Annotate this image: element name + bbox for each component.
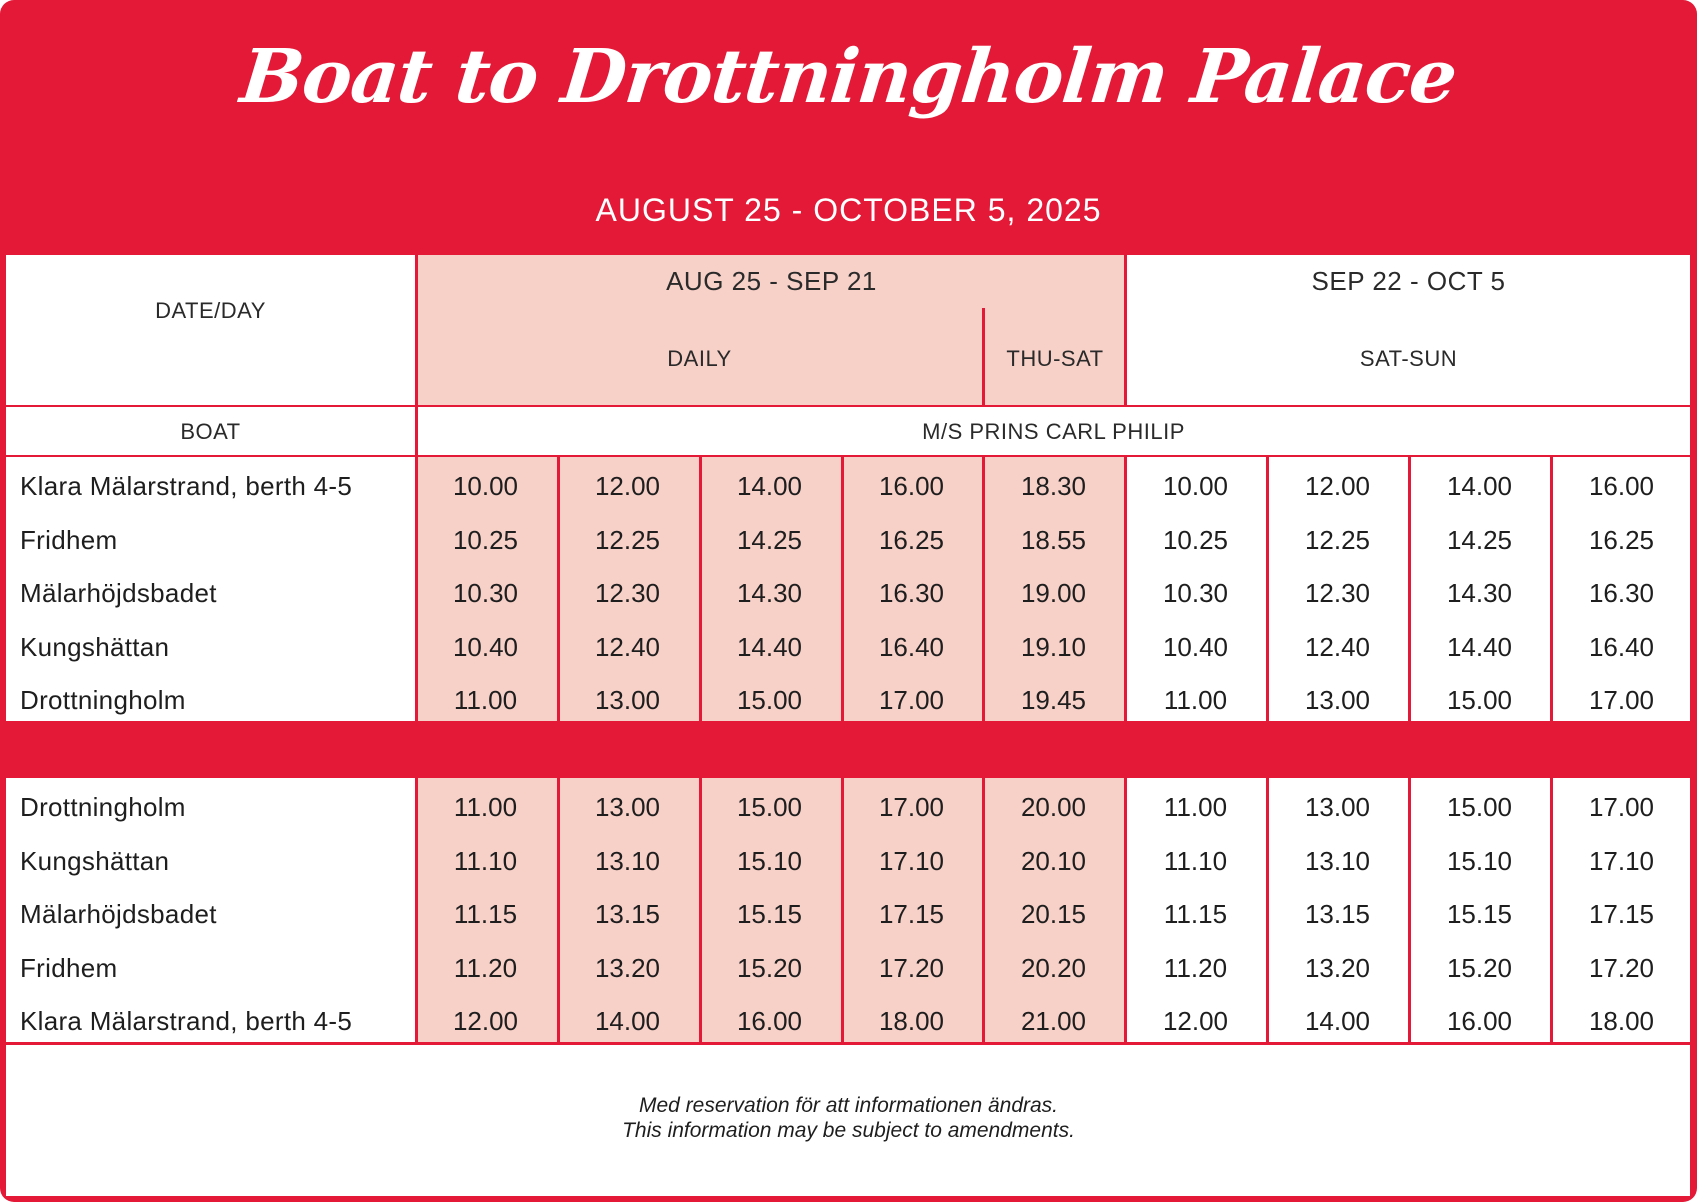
departure-time: 11.20 — [453, 952, 518, 983]
departure-time: 16.30 — [1588, 578, 1655, 608]
departure-time: 10.00 — [1162, 471, 1229, 501]
departure-time: 12.30 — [594, 578, 661, 608]
departure-time: 12.25 — [594, 524, 661, 555]
departure-time: 20.15 — [1020, 899, 1087, 929]
departure-time: 10.30 — [1162, 578, 1229, 608]
departure-time: 14.00 — [1446, 471, 1513, 501]
departure-time: 11.15 — [1163, 899, 1228, 929]
departure-time: 16.30 — [878, 578, 945, 608]
date-day-header: DATE/DAY — [155, 298, 266, 323]
departure-time: 13.20 — [594, 952, 661, 983]
departure-time: 15.10 — [736, 845, 803, 876]
stop-name: Klara Mälarstrand, berth 4-5 — [20, 1006, 353, 1036]
departure-time: 14.40 — [736, 631, 803, 662]
departure-time: 15.00 — [1446, 685, 1513, 715]
departure-time: 14.30 — [1446, 578, 1513, 608]
departure-time: 19.10 — [1020, 631, 1087, 662]
departure-time: 13.00 — [1304, 792, 1371, 822]
departure-time: 12.30 — [1304, 578, 1371, 608]
boat-label: BOAT — [180, 419, 241, 444]
departure-time: 17.00 — [1588, 792, 1655, 822]
departure-time: 16.40 — [878, 631, 945, 662]
departure-time: 13.10 — [594, 845, 661, 876]
departure-time: 17.10 — [1588, 845, 1655, 876]
departure-time: 15.20 — [736, 952, 803, 983]
departure-time: 13.00 — [594, 685, 661, 715]
departure-time: 17.00 — [878, 792, 945, 822]
daily-header: DAILY — [667, 346, 732, 371]
departure-time: 14.40 — [1446, 631, 1513, 662]
departure-time: 18.55 — [1020, 524, 1087, 555]
departure-time: 12.40 — [1304, 631, 1371, 662]
stop-name: Kungshättan — [20, 631, 170, 662]
departure-time: 16.00 — [878, 471, 945, 501]
departure-time: 15.00 — [736, 792, 803, 822]
departure-time: 18.00 — [878, 1006, 945, 1036]
departure-time: 14.00 — [1304, 1006, 1371, 1036]
departure-time: 16.00 — [1588, 471, 1655, 501]
departure-time: 11.00 — [453, 685, 518, 715]
departure-time: 18.30 — [1020, 471, 1087, 501]
departure-time: 13.15 — [1304, 899, 1371, 929]
departure-time: 11.00 — [1163, 792, 1228, 822]
footnote-english: This information may be subject to amendments. — [622, 1119, 1075, 1142]
departure-time: 14.30 — [736, 578, 803, 608]
departure-time: 20.10 — [1020, 845, 1087, 876]
stop-name: Mälarhöjdsbadet — [20, 578, 217, 608]
departure-time: 15.00 — [736, 685, 803, 715]
departure-time: 17.00 — [878, 685, 945, 715]
departure-time: 18.00 — [1588, 1006, 1655, 1036]
stop-name: Klara Mälarstrand, berth 4-5 — [20, 471, 353, 501]
departure-time: 12.00 — [1162, 1006, 1229, 1036]
departure-time: 15.10 — [1446, 845, 1513, 876]
departure-time: 10.00 — [452, 471, 519, 501]
departure-time: 14.00 — [594, 1006, 661, 1036]
departure-time: 14.25 — [1446, 524, 1513, 555]
departure-time: 17.20 — [878, 952, 945, 983]
departure-time: 20.00 — [1020, 792, 1087, 822]
departure-time: 11.20 — [1163, 952, 1228, 983]
departure-time: 13.00 — [594, 792, 661, 822]
departure-time: 17.00 — [1588, 685, 1655, 715]
departure-time: 21.00 — [1020, 1006, 1087, 1036]
departure-time: 15.15 — [736, 899, 803, 929]
departure-time: 12.00 — [452, 1006, 519, 1036]
departure-time: 16.25 — [1588, 524, 1655, 555]
departure-time: 17.15 — [1588, 899, 1655, 929]
departure-time: 13.15 — [594, 899, 661, 929]
departure-time: 10.30 — [452, 578, 519, 608]
departure-time: 11.00 — [1163, 685, 1228, 715]
departure-time: 10.40 — [452, 631, 519, 662]
departure-time: 10.25 — [1162, 524, 1229, 555]
departure-time: 10.40 — [1162, 631, 1229, 662]
departure-time: 17.10 — [878, 845, 945, 876]
departure-time: 11.10 — [453, 845, 518, 876]
stop-name: Drottningholm — [20, 792, 186, 822]
departure-time: 11.10 — [1163, 845, 1228, 876]
departure-time: 15.15 — [1446, 899, 1513, 929]
departure-time: 14.00 — [736, 471, 803, 501]
departure-time: 11.15 — [453, 899, 518, 929]
departure-time: 12.00 — [1304, 471, 1371, 501]
stop-name: Fridhem — [20, 524, 118, 555]
departure-time: 19.00 — [1020, 578, 1087, 608]
departure-time: 13.20 — [1304, 952, 1371, 983]
boat-name: M/S PRINS CARL PHILIP — [922, 419, 1185, 444]
stop-name: Mälarhöjdsbadet — [20, 899, 217, 929]
period1-header: AUG 25 - SEP 21 — [666, 266, 877, 296]
departure-time: 16.00 — [736, 1006, 803, 1036]
departure-time: 13.00 — [1304, 685, 1371, 715]
departure-time: 12.00 — [594, 471, 661, 501]
page-title: Boat to Drottningholm Palace — [236, 34, 1461, 120]
date-range: AUGUST 25 - OCTOBER 5, 2025 — [595, 192, 1102, 228]
departure-time: 17.15 — [878, 899, 945, 929]
footnote-swedish: Med reservation för att informationen ändras. — [638, 1094, 1059, 1117]
departure-time: 17.20 — [1588, 952, 1655, 983]
thu-sat-header: THU-SAT — [1006, 346, 1104, 371]
departure-time: 10.25 — [452, 524, 519, 555]
departure-time: 16.25 — [878, 524, 945, 555]
sat-sun-header: SAT-SUN — [1359, 346, 1458, 371]
departure-time: 16.40 — [1588, 631, 1655, 662]
stop-name: Fridhem — [20, 952, 118, 983]
departure-time: 14.25 — [736, 524, 803, 555]
departure-time: 12.25 — [1304, 524, 1371, 555]
period2-header: SEP 22 - OCT 5 — [1311, 266, 1506, 296]
departure-time: 19.45 — [1020, 685, 1087, 715]
divider — [6, 405, 1690, 407]
departure-time: 15.00 — [1446, 792, 1513, 822]
stop-name: Drottningholm — [20, 685, 186, 715]
departure-time: 20.20 — [1020, 952, 1087, 983]
departure-time: 13.10 — [1304, 845, 1371, 876]
departure-time: 16.00 — [1446, 1006, 1513, 1036]
departure-time: 12.40 — [594, 631, 661, 662]
stop-name: Kungshättan — [20, 845, 170, 876]
departure-time: 15.20 — [1446, 952, 1513, 983]
departure-time: 11.00 — [453, 792, 518, 822]
